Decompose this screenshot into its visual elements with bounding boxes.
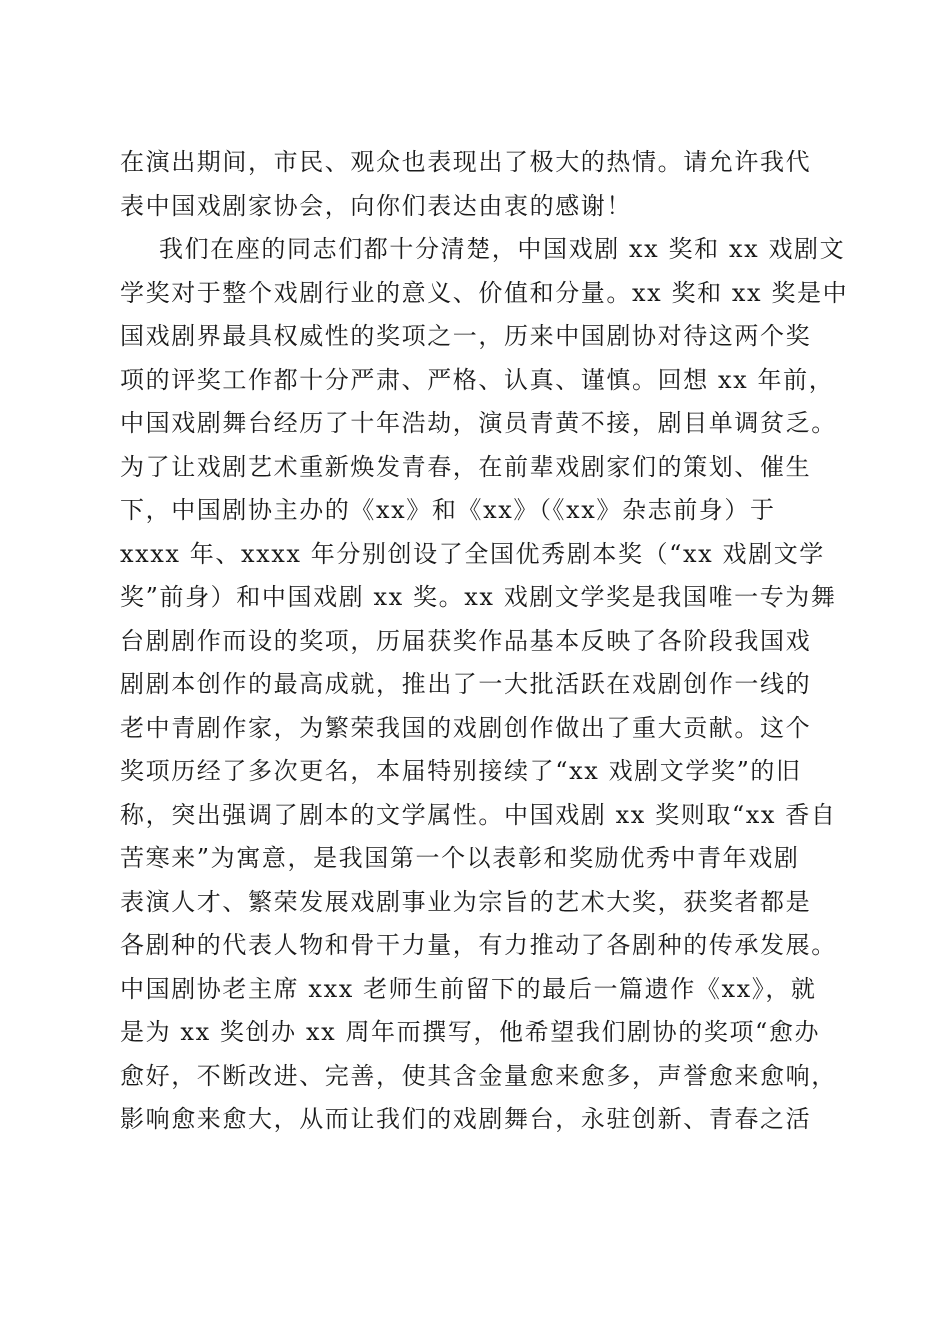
text-line: 老中青剧作家，为繁荣我国的戏剧创作做出了重大贡献。这个 — [120, 713, 812, 742]
text-line: 各剧种的代表人物和骨干力量，有力推动了各剧种的传承发展。 — [120, 931, 837, 959]
text-line: 影响愈来愈大，从而让我们的戏剧舞台，永驻创新、青春之活 — [120, 1105, 812, 1133]
text-line: 奖”前身）和中国戏剧 xx 奖。xx 戏剧文学奖是我国唯一专为舞 — [120, 583, 837, 611]
text-line: 学奖对于整个戏剧行业的意义、价值和分量。xx 奖和 xx 奖是中 — [120, 278, 849, 307]
text-line: 中国戏剧舞台经历了十年浩劫，演员青黄不接，剧目单调贫乏。 — [120, 409, 837, 437]
text-line: 在演出期间，市民、观众也表现出了极大的热情。请允许我代 — [120, 148, 812, 176]
text-line: 是为 xx 奖创办 xx 周年而撰写，他希望我们剧协的奖项“愈办 — [120, 1018, 821, 1046]
text-line: 愈好，不断改进、完善，使其含金量愈来愈多，声誉愈来愈响， — [120, 1061, 837, 1090]
text-line: 剧剧本创作的最高成就，推出了一大批活跃在戏剧创作一线的 — [120, 670, 812, 698]
text-line: 国戏剧界最具权威性的奖项之一，历来中国剧协对待这两个奖 — [120, 322, 812, 350]
text-line: 为了让戏剧艺术重新焕发青春，在前辈戏剧家们的策划、催生 — [120, 452, 812, 481]
body-text — [120, 141, 849, 1142]
text-line: 中国剧协老主席 xxx 老师生前留下的最后一篇遗作《xx》，就 — [120, 974, 817, 1003]
text-line: 台剧剧作而设的奖项，历届获奖作品基本反映了各阶段我国戏 — [120, 626, 812, 655]
text-line: 表中国戏剧家协会，向你们表达由衷的感谢！ — [120, 191, 632, 220]
text-line: 下，中国剧协主办的《xx》和《xx》（《xx》杂志前身）于 — [120, 496, 776, 524]
text-line: xxxx 年、xxxx 年分别创设了全国优秀剧本奖（“xx 戏剧文学 — [120, 539, 825, 568]
text-line: 苦寒来”为寓意，是我国第一个以表彰和奖励优秀中青年戏剧 — [120, 844, 800, 872]
text-line: 项的评奖工作都十分严肃、严格、认真、谨慎。回想 xx 年前， — [120, 365, 835, 394]
text-line: 称，突出强调了剧本的文学属性。中国戏剧 xx 奖则取“xx 香自 — [120, 800, 837, 829]
text-line: 表演人才、繁荣发展戏剧事业为宗旨的艺术大奖，获奖者都是 — [120, 887, 812, 916]
paragraph-start-line: 我们在座的同志们都十分清楚，中国戏剧 xx 奖和 xx 戏剧文 — [159, 235, 846, 263]
text-line: 奖项历经了多次更名，本届特别接续了“xx 戏剧文学奖”的旧 — [120, 757, 802, 785]
